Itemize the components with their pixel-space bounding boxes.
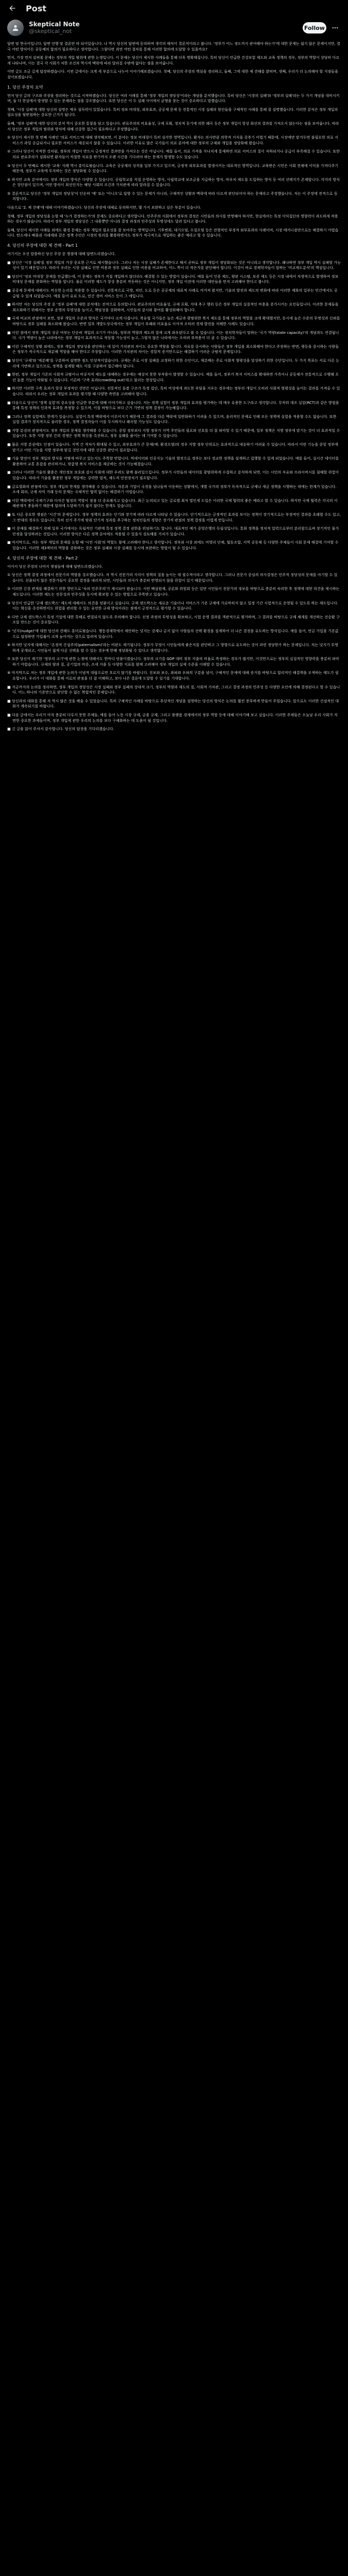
post-author xyxy=(7,18,341,38)
list-item: ■ 긴 글을 읽어 주셔서 감사합니다. 당신의 답장을 기다리겠습니다. xyxy=(7,726,114,732)
list-item: ■ 한편, 정부 개입이 기존의 사회적 규범이나 비공식적 제도를 대체하는 경우에는 예상치 못한 부작용이 발생할 수 있습니다. 예를 들어, 정부가 복지 서비스를 확대하면 가족이나 공동체가 전통적으로 수행해 오던 돌봄 기능이 약화될 수 있습니다. 이른바 '구축 효과(crowding out)'라고 불리는 현상입니다. xyxy=(7,372,339,382)
list-item: ■ 이런 점에서 정부 개입의 성공 여부는 단순히 개입의 크기가 아니라, 정부의 역량과 제도의 질에 크게 좌우된다고 볼 수 있습니다. 이는 정치학자들이 말하는 '국가 역량(state capacity)'의 개념과도 연결됩니다. 국가 역량이 높은 나라에서는 정부 개입이 효과적으로 작동할 가능성이 높고, 그렇지 않은 나라에서는 오히려 부작용이 더 클 수 있습니다. xyxy=(7,330,339,341)
list-item: ■ 하지만 이러한 구축 효과가 항상 부정적인 것만은 아닙니다. 전통적인 돌봄 구조가 특정 집단, 특히 여성에게 과도한 부담을 지우는 경우에는 정부의 개입이 오히려 사회적 형평성을 높이는 결과를 가져올 수 있습니다. 따라서 우리는 정부 개입의 효과를 평가할 때 다양한 측면을 고려해야 합니다. xyxy=(7,386,340,396)
list-item: ■ 공공재 문제에 대해서도 비슷한 논리를 적용할 수 있습니다. 전통적으로 국방, 치안, 도로 등은 공공재의 대표적 사례로 여겨져 왔지만, 기술의 발전과 제도의 변화에 따라 이러한 재화의 일부는 민간에서도 공급될 수 있게 되었습니다. 예를 들어 유료 도로, 민간 경비 서비스 등이 그 예입니다. xyxy=(7,288,338,298)
more-options-button[interactable] xyxy=(329,22,341,33)
list-item: ■ 이런 맥락에서 국제기구와 다자간 협정의 역할이 점점 더 중요해지고 있습니다. 최근 논의되고 있는 글로벌 최저 법인세 도입은 이러한 국제 협력의 좋은 예라고 할 수 있습니다. 하지만 국제 협력은 각국의 이해관계가 충돌하기 때문에 합의에 도달하기가 쉽지 않다는 한계도 있습니다. xyxy=(7,498,338,509)
list-item: ■ 다음 글에서는 우리가 아직 충분히 다루지 못한 주제들, 예를 들어 노동 시장 규제, 금융 규제, 그리고 플랫폼 경제에서의 정부 역할 등에 대해 이야기해 보고 싶습니다. 이러한 주제들은 오늘날 우리 사회가 직면한 중요한 과제들이며, 정부 개입에 관한 우리의 논의를 보다 구체화하는 데 도움이 될 것입니다. xyxy=(7,713,338,723)
section-heading: 4. 당신의 주장에 대한 제 견해 - Part 2 xyxy=(7,555,78,561)
list-item: ① 당신은 정책 결정 과정에서 전문가의 역할을 강조했습니다. 저 역시 전문가의 지식이 정책의 질을 높이는 데 필수적이라고 생각합니다. 그러나 전문가 중심의 의사결정은 민주적 정당성의 문제를 야기할 수 있습니다. 선출되지 않은 전문가들이 중요한 결정을 내리게 되면, 시민들의 의사가 충분히 반영되지 않을 위험이 있기 때문입니다. xyxy=(7,572,338,583)
post-paragraph: 첫째, '시장 실패'에 대한 당신의 설명은 매우 설득력이 있었습니다. 특히 정보 비대칭, 외부효과, 공공재 문제 등 전통적인 시장 실패의 원인들을 구체적인 사례를 통해 잘 설명했습니다. 이러한 분석은 정부 개입의 필요성을 뒷받침하는 중요한 근거가 됩니다. xyxy=(7,107,338,117)
list-item: ■ 이 문제를 해결하기 위해 일부 국가에서는 독립적인 기관에 특정 정책 결정 권한을 위임하기도 합니다. 대표적인 예가 중앙은행의 독립성입니다. 통화 정책을 정치적 압력으로부터 분리함으로써 장기적인 물가 안정을 달성하려는 것입니다. 이러한 방식은 다른 정책 분야에도 적용될 수 있을지 검토해볼 가치가 있습니다. xyxy=(7,526,339,536)
post-paragraph: 먼저, 가장 먼저 살펴볼 문제는 정부의 개입 범위에 관한 논쟁입니다. 이 문제는 당신이 제시한 사례들을 통해 더욱 명확해집니다. 특히 당신이 언급한 건강보험 제도와 교육 정책의 경우, 정부의 역할이 상당히 다르게 나타나며, 이는 결국 각 사회가 처한 조건과 역사적 맥락에 따라 달라질 수밖에 없다는 점을 보여줍니다. xyxy=(7,55,340,65)
more-dots-icon xyxy=(332,24,339,31)
list-item: ③ 당신이 두 번째로 제시한 '교육' 사례 역시 흥미로웠습니다. 교육은 공공재의 성격을 일부 가지고 있으며, 긍정적 외부효과를 발생시키는 대표적인 영역입니다. 교육받은 시민은 사회 전체에 이익을 가져다주기 때문에, 정부가 교육에 투자하는 것은 정당화될 수 있습니다. xyxy=(7,163,339,174)
list-item: ■ 이런 구체적인 상황 외에도, 정부 개입의 정당성을 판단하는 데 있어 가치관의 차이도 중요한 역할을 합니다. 자유를 중시하는 사람들은 정부 개입을 최소화해야 한다고 주장하는 반면, 평등을 중시하는 사람들은 정부가 적극적으로 재분배 역할을 해야 한다고 주장합니다. 이러한 가치관의 차이는 경험적 증거만으로는 해결하기 어려운 규범적 문제입니다. xyxy=(7,344,339,354)
list-item: ② 그러나 당신이 지적한 것처럼, 정부의 개입이 반드시 긍정적인 결과만을 가져오는 것은 아닙니다. 예를 들어, 의료 가격을 지나치게 통제하면 의료 서비스의 질이 저하되거나 공급이 부족해질 수 있습니다. 또한 의료 관료주의가 심화되면 환자들이 적절한 치료를 받기까지 오랜 시간을 기다려야 하는 문제가 발생할 수도 있습니다. xyxy=(7,149,340,159)
page-title: Post xyxy=(26,3,46,13)
list-item: ⑧ 마지막으로 저는 정부 개입에 관한 논의가 이념적 대립으로만 흐르지 않기를 바랍니다. 진보와 보수, 좌파와 우파의 구분을 넘어, 구체적인 문제에 대해 증거를 바탕으로 합리적인 해결책을 모색하는 태도가 필요합니다. 우리가 이 대화를 통해 서로의 관점을 더 잘 이해하고, 보다 나은 결론에 도달할 수 있기를 기대합니다. xyxy=(7,670,339,681)
author-display-name[interactable]: Skeptical Note xyxy=(29,21,80,28)
post-paragraph: 둘째, '정부 실패'에 대한 당신의 분석 역시 중요한 통찰을 담고 있습니다. 관료주의의 비효율성, 규제 포획, 정치적 동기에 의한 왜곡 등은 정부 개입이 항상 최선의 결과를 가져오지 않는다는 점을 보여줍니다. 따라서 당신은 정부 개입의 범위와 방식에 대해 신중한 접근이 필요하다고 주장했습니다. xyxy=(7,121,339,131)
post-paragraph: 둘째, 당신이 제시한 사례들 외에도 환경 문제는 정부 개입의 필요성을 잘 보여주는 영역입니다. 기후변화, 대기오염, 수질오염 등은 전형적인 부정적 외부효과의 사례이며, 시장 메커니즘만으로는 해결하기 어렵습니다. 탄소세나 배출권 거래제와 같은 정책 수단은 시장의 원리를 활용하면서도 정부가 적극적으로 개입하는 좋은 예라고 할 수 있습니다. xyxy=(7,227,339,238)
back-button[interactable] xyxy=(5,1,20,15)
avatar[interactable] xyxy=(7,20,24,36)
section-heading: 1. 당신 주장의 요약 xyxy=(7,84,43,90)
list-item: ⑤ 결론적으로 당신은 '정부 개입의 정당성'이 단순히 '예' 또는 '아니오'로 답할 수 있는 문제가 아니라, 구체적인 상황과 맥락에 따라 다르게 판단되어야 하는 문제라고 주장했습니다. 저는 이 주장에 전적으로 동의합니다. xyxy=(7,191,338,201)
list-item: ④ 다만 규제 샌드박스가 특정 기업에 대한 특혜로 변질되지 않도록 주의해야 합니다. 선정 과정의 투명성을 확보하고, 시험 운영 결과를 객관적으로 평가하며, 그 결과를 바탕으로 규제 체계를 개선하는 선순환 구조를 만드는 것이 중요합니다. xyxy=(7,614,340,625)
follow-button[interactable]: Follow xyxy=(303,22,326,33)
list-item: ■ 하지만 저는 당신의 주장 중 '정부 실패'에 대한 분석에는 전적으로 동의합니다. 관료주의의 비효율성, 규제 포획, 지대 추구 행위 등은 정부 개입의 실질적인 비용을 증가시키는 요인들입니다. 이러한 문제들을 최소화하기 위해서는 정부 운영의 투명성을 높이고, 책임성을 강화하며, 시민들의 감시와 참여를 활성화해야 합니다. xyxy=(7,302,339,312)
post-paragraph: 이어서 당신 주장의 나머지 쟁점들에 대해 답변드리겠습니다. xyxy=(7,564,103,569)
post-body xyxy=(7,41,341,2576)
list-item: ■ 국제 비교의 관점에서 보면, 정부 개입의 수준과 방식은 국가마다 크게 다릅니다. 북유럽 국가들은 높은 세금과 광범위한 복지 제도를 통해 정부의 역할을 크게 확대했지만, 동시에 높은 수준의 투명성과 신뢰를 바탕으로 정부 실패를 최소화해 왔습니다. 반면 일부 개발도상국에서는 정부 개입이 부패와 비효율로 이어져 오히려 경제 발전을 저해한 사례도 있습니다. xyxy=(7,316,340,326)
list-item: ② 이러한 긴장 관계를 해결하기 위한 방안으로 '숙의 민주주의'가 제시되어 왔습니다. 시민 배심원제, 공론화 위원회 등은 일반 시민들이 전문가의 정보를 바탕으로 충분히 숙의한 후 정책에 대한 의견을 제시하는 제도입니다. 이러한 제도는 전문성과 민주성을 동시에 확보할 수 있는 방법으로 주목받고 있습니다. xyxy=(7,586,340,597)
list-item: ■ 당신이 '정보 비대칭' 문제를 언급했는데, 이 문제는 정부가 직접 개입하지 않더라도 해결할 수 있는 방법이 있습니다. 예를 들어 인증 제도, 평판 시스템, 보증 제도 등은 시장 내에서 자생적으로 발생하여 정보 비대칭 문제를 완화하는 역할을 합니다. 물론 이러한 제도가 항상 충분히 작동하는 것은 아니지만, 정부 개입 이전에 이러한 대안들을 먼저 고려해야 한다고 봅니다. xyxy=(7,274,339,284)
list-item: ③ 당신이 언급한 '규제 샌드박스' 제도에 대해서도 의견을 덧붙이고 싶습니다. 규제 샌드박스는 새로운 기술이나 서비스가 기존 규제에 가로막히지 않고 일정 기간 시험적으로 운영될 수 있도록 하는 제도입니다. 이는 혁신을 촉진하면서도 위험을 관리할 수 있는 유연한 규제 방식이라는 점에서 긍정적으로 평가할 수 있습니다. xyxy=(7,600,339,611)
author-names xyxy=(29,21,303,35)
post-paragraph: 답변 및 한국어입니다. 답변 언행 및 결론만 따 되어있습니다. 나 역시 당신의 답변에 동의하며 생각의 해석이 결론적이라고 봅니다. '정부가 어느 정도까지 관여해야 하는가'에 대한 문제는 쉽지 않은 문제이지만, 결국 어떤 방식이든 공동체의 합의가 필요하다고 생각합니다. 그렇다면 과연 어떤 절차를 통해 이러한 합의에 도달할 수 있을까요? xyxy=(7,41,340,52)
back-arrow-icon xyxy=(8,4,16,12)
list-item: ■ 또 다른 중요한 쟁점은 '시간'의 문제입니다. 정부 정책의 효과는 단기와 장기에 따라 다르게 나타날 수 있습니다. 단기적으로는 긍정적인 효과를 보이는 정책이 장기적으로는 부정적인 결과를 초래할 수도 있고, 그 반대의 경우도 있습니다. 특히 선거 주기에 맞춰 단기적 성과를 추구하는 정치인들의 경향은 장기적 관점의 정책 결정을 어렵게 만듭니다. xyxy=(7,512,341,522)
post-paragraph: 첫째, 정부 개입의 정당성을 논할 때 '누가 결정하는가'의 문제도 중요하다고 생각합니다. 민주주의 사회에서 정부의 결정은 시민들의 의사를 반영해야 하지만, 현실에서는 특정 이익집단의 영향력이 과도하게 작용하는 경우가 많습니다. 따라서 정부 개입의 정당성은 그 내용뿐만 아니라 결정 과정의 민주성과 투명성에도 달려 있다고 봅니다. xyxy=(7,213,338,224)
list-item: ① 당신이 제시한 첫 번째 사례인 '의료 서비스'에 대해 생각해보면, 이 분야는 정보 비대칭이 특히 심각한 영역입니다. 환자는 의사만큼 의학적 지식을 갖추기 어렵기 때문에, 시장에만 맡겨두면 불필요한 의료 서비스가 과잉 공급되거나 필요한 서비스가 제공되지 않을 수 있습니다. 이러한 이유로 많은 국가들이 의료 분야에 대한 정부의 규제와 개입을 정당화해 왔습니다. xyxy=(7,135,339,145)
list-item: ■ 글로벌화의 관점에서도 정부 개입의 한계를 생각해볼 수 있습니다. 자본과 기업이 국경을 넘나들며 이동하는 상황에서, 개별 국가의 정부가 독자적으로 규제나 세금 정책을 시행하는 데에는 한계가 있습니다. 조세 회피, 규제 차익 거래 등의 문제는 국제적인 협력 없이는 해결하기 어렵습니다. xyxy=(7,484,337,495)
list-item: ■ 그러나 정책 실험에도 한계가 있습니다. 실험이 특정 맥락에서 이루어지기 때문에 그 결과를 다른 맥락에 일반화하기 어려울 수 있으며, 윤리적인 문제로 인해 모든 정책에 실험을 적용할 수도 없습니다. 또한 실험 결과가 정치적으로 불리한 경우, 정책 결정자들이 이를 무시하거나 왜곡할 가능성도 있습니다. xyxy=(7,414,337,425)
post-paragraph: 여기서는 우선 말씀하신 당신 주장 중 쟁점에 대해 답변드리겠습니다. xyxy=(7,251,116,257)
list-item: ■ 지금까지의 논의를 정리하면, 정부 개입의 정당성은 시장 실패와 정부 실패의 상대적 크기, 정부의 역량과 제도의 질, 사회적 가치관, 그리고 결정 과정의 민주성 등 다양한 요인에 의해 결정된다고 할 수 있습니다. 어느 하나의 기준만으로 판단할 수 없는 복합적인 문제입니다. xyxy=(7,684,340,695)
list-item: ⑤ '넛지(nudge)'에 대한 당신의 견해도 흥미로웠습니다. 행동경제학에서 제안하는 넛지는 강제나 금지 없이 사람들의 선택 환경을 설계하여 더 나은 결정을 유도하는 방식입니다. 예를 들어, 연금 가입을 기본값으로 설정하면 가입률이 크게 높아지는 것으로 알려져 있습니다. xyxy=(7,628,339,639)
list-item: ■ 당신이 '규제'와 '재분배'를 구분하여 설명한 점도 인상적이었습니다. 규제는 주로 시장 실패를 교정하기 위한 수단이고, 재분배는 주로 사회적 형평성을 달성하기 위한 수단입니다. 두 가지 목표는 서로 다른 논리에 기반하고 있으므로, 정책을 설계할 때도 이를 구분하여 접근해야 합니다. xyxy=(7,358,340,368)
list-item: ■ 마지막으로, 저는 정부 개입의 문제를 논할 때 '시민 사회'의 역할도 함께 고려해야 한다고 생각합니다. 정부와 시장 외에도 비영리 단체, 협동조합, 지역 공동체 등 다양한 주체들이 사회 문제 해결에 기여할 수 있습니다. 이러한 제3섹터의 역할을 강화하는 것은 정부 실패와 시장 실패를 동시에 보완하는 방법이 될 수 있습니다. xyxy=(7,540,339,550)
list-item: ■ 당신은 '시장 실패'를 정부 개입의 가장 중요한 근거로 제시했습니다. 그러나 저는 시장 실패가 존재한다고 해서 곧바로 정부 개입이 정당화되는 것은 아니라고 생각합니다. 왜냐하면 정부 개입 역시 실패할 가능성이 있기 때문입니다. 따라서 우리는 시장 실패로 인한 비용과 정부 실패로 인한 비용을 비교하여, 어느 쪽이 더 작은지를 판단해야 합니다. 이것이 바로 경제학자들이 말하는 '비교제도분석'의 핵심입니다. xyxy=(7,260,341,270)
list-item: ■ 기술 발전이 정부 개입의 방식을 어떻게 바꾸고 있는지도 주목할 만합니다. 빅데이터와 인공지능 기술의 발전으로 정부는 보다 정교한 정책을 설계하고 집행할 수 있게 되었습니다. 예를 들어, 실시간 데이터를 활용하여 교통 혼잡을 관리하거나, 맞춤형 복지 서비스를 제공하는 것이 가능해졌습니다. xyxy=(7,456,339,466)
author-handle[interactable]: @skeptical_not xyxy=(29,28,72,35)
list-item: ④ 하지만 교육 분야에서도 정부 개입의 방식은 다양할 수 있습니다. 공립학교를 직접 운영하는 방식, 사립학교에 보조금을 지급하는 방식, 바우처 제도를 도입하는 방식 등 여러 선택지가 존재합니다. 각각의 방식은 장단점이 있으며, 어떤 방식이 최선인지는 해당 사회의 조건과 가치관에 따라 달라질 수 있습니다. xyxy=(7,177,340,188)
post-paragraph: 먼저 당신 글의 구조와 주장을 정리하는 것으로 시작하겠습니다. 당신은 여러 사례를 통해 '정부 개입의 정당성'이라는 개념을 분석했습니다. 특히 당신은 '시장의 실패'와 '정부의 실패'라는 두 가지 개념을 대비시키며, 둘 다 현실에서 발생할 수 있는 문제라는 점을 강조했습니다. 또한 당신은 이 두 실패 사이에서 균형을 찾는 것이 중요하다고 말했습니다. xyxy=(7,93,340,104)
post-paragraph: 다음으로 '2. 제 견해'에 대해 이야기하겠습니다. 당신의 주장에 대체로 동의하지만, 몇 가지 보완하고 싶은 부분이 있습니다. xyxy=(7,205,202,210)
list-item: ■ 그러나 이러한 기술의 활용은 개인정보 보호와 감시 사회에 대한 우려도 함께 불러일으킵니다. 정부가 시민들의 데이터를 광범위하게 수집하고 분석하게 되면, 이는 시민의 자유와 프라이버시를 침해할 위험이 있습니다. 따라서 기술을 활용한 정부 개입에는 강력한 법적, 제도적 안전장치가 필요합니다. xyxy=(7,470,339,481)
list-item: ■ 다음으로 당신이 '정책 실험'의 중요성을 언급한 부분에 대해 이야기하고 싶습니다. 저는 정책 실험이 정부 개입의 효과를 평가하는 데 매우 유용한 도구라고 생각합니다. 무작위 대조 실험(RCT)과 같은 방법을 통해 특정 정책의 인과적 효과를 측정할 수 있으며, 이를 바탕으로 보다 근거 기반의 정책 결정이 가능해집니다. xyxy=(7,400,339,411)
section-heading: 4. 당신의 주장에 대한 제 견해 - Part 1 xyxy=(7,243,78,248)
list-item: ■ 물론 지방 분권에도 단점이 있습니다. 지역 간 격차가 확대될 수 있고, 외부효과가 큰 문제(예: 환경오염)의 경우 지방 정부 단위로는 효과적으로 대응하기 어려울 수 있습니다. 따라서 어떤 기능을 중앙 정부에 맡기고 어떤 기능을 지방 정부에 맡길 것인지에 대한 신중한 판단이 필요합니다. xyxy=(7,442,338,452)
list-item: ⑥ 하지만 넛지에 대해서는 '온정적 간섭주의(paternalism)'라는 비판도 제기됩니다. 정부가 무엇이 시민들에게 좋은지를 판단하고 그 방향으로 유도하는 것이 과연 정당한가 하는 문제입니다. 저는 넛지가 투명하게 공개되고, 시민들이 쉽게 다른 선택을 할 수 있는 경우에 한해 정당화될 수 있다고 생각합니다. xyxy=(7,642,338,653)
user-icon xyxy=(11,24,20,32)
list-item: ■ 당신과의 대화를 통해 저 역시 많은 것을 배울 수 있었습니다. 특히 구체적인 사례를 바탕으로 추상적인 개념을 설명하는 당신의 방식은 논의를 훨씬 풍부하게 만들어 주었습니다. 앞으로도 이러한 건설적인 대화가 계속되기를 바랍니다. xyxy=(7,698,339,709)
list-item: ■ 지방 분권의 관점에서도 정부 개입의 문제를 생각해볼 수 있습니다. 중앙 정부보다 지방 정부가 지역 주민들의 필요와 선호를 더 잘 파악할 수 있기 때문에, 일부 정책은 지방 정부에 맡기는 것이 더 효과적일 수 있습니다. 또한 지방 정부 간의 경쟁은 정책 혁신을 촉진하고, 정부 실패를 줄이는 데 기여할 수 있습니다. xyxy=(7,428,340,438)
post-paragraph: 이번 글도 조금 길게 답장하겠습니다. 이번 글에서는 크게 세 부분으로 나누어 이야기해보겠습니다. 첫째, 당신의 주장의 핵심을 정리하고, 둘째, 그에 대한 제 견해를 밝히며, 셋째, 우리가 더 논의해야 할 지점들을 짚어보겠습니다. xyxy=(7,69,338,79)
list-item: ⑦ 또한 당신이 제기한 '정부의 크기'에 관한 논쟁에 대해서도 한마디 덧붙이겠습니다. 정부의 크기를 GDP 대비 정부 지출의 비율로 측정하는 경우가 많지만, 이것만으로는 정부의 실질적인 영향력을 충분히 파악하기 어렵습니다. 규제의 양과 질, 공기업의 비중, 조세 지출 등 다양한 지표를 함께 고려해야 정부 개입의 실제 수준을 이해할 수 있습니다. xyxy=(7,656,339,667)
top-bar xyxy=(0,0,348,16)
